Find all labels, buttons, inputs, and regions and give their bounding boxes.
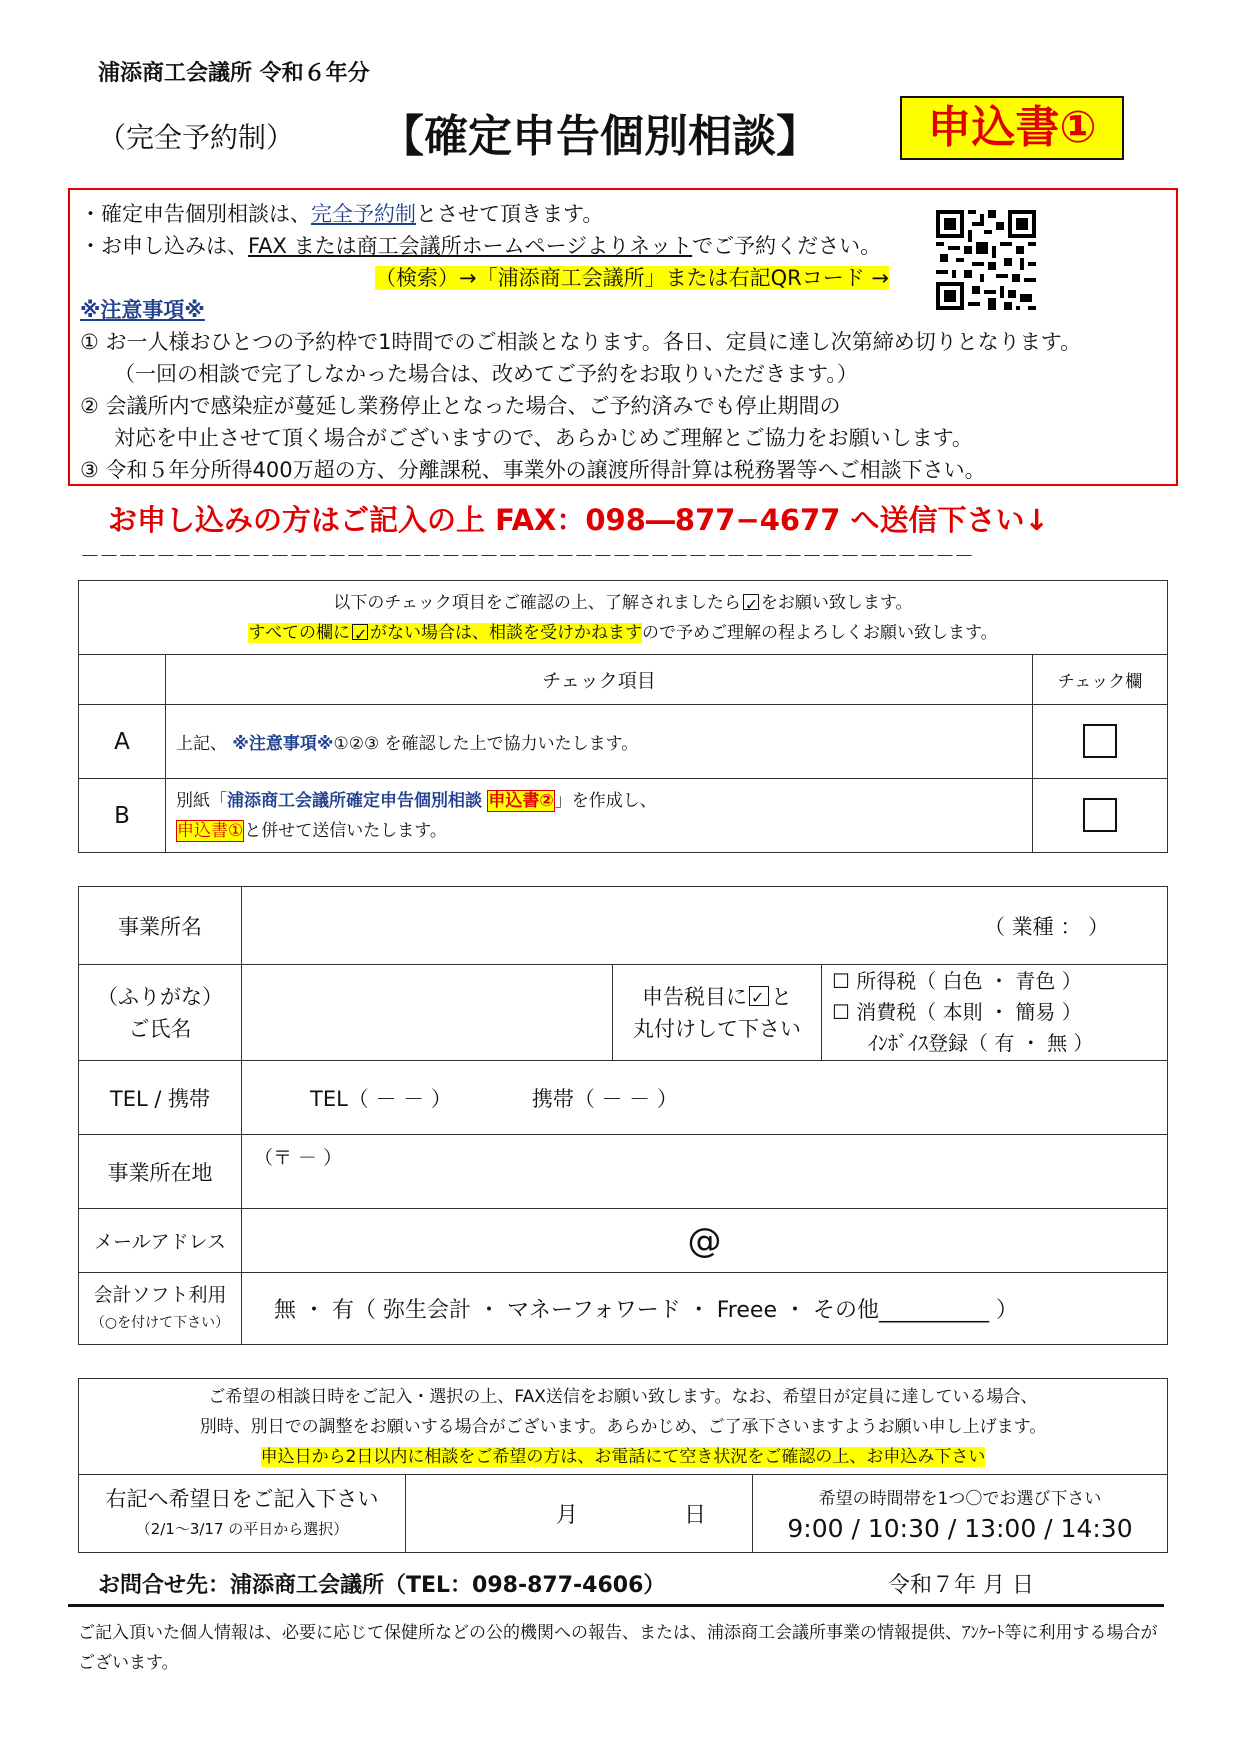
checkbox-icon — [743, 594, 759, 610]
address-field[interactable]: （〒 － ） — [242, 1135, 1168, 1209]
tax-note: 申告税目に✓ と 丸付けして下さい — [613, 965, 822, 1061]
name-field[interactable] — [242, 965, 613, 1061]
software-options[interactable]: 無 ・ 有（ 弥生会計 ・ マネーフォワード ・ Freee ・ その他__________ ） — [242, 1273, 1168, 1345]
caution-item-1b: （一回の相談で完了しなかった場合は、改めてご予約をお取りいただきます。） — [114, 362, 858, 386]
footer-rule — [68, 1604, 1164, 1607]
date-field[interactable]: 月 日 — [406, 1475, 753, 1553]
caution-heading: ※注意事項※ — [80, 298, 205, 322]
checkbox-icon — [749, 986, 769, 1006]
address-label: 事業所在地 — [79, 1135, 242, 1209]
check-table — [78, 580, 1168, 853]
tel-field[interactable]: TEL（ － － ） 携帯（ － － ） — [242, 1061, 1168, 1135]
caution-item-1: ① お一人様おひとつの予約枠で1時間でのご相談となります。各日、定員に達し次第締め切りとなります。 — [80, 330, 1082, 354]
footer-date: 令和７年 月 日 — [888, 1573, 1034, 1598]
caution-item-2b: 対応を中止させて頂く場合がございますので、あらかじめご理解とご協力をお願いします。 — [114, 426, 973, 450]
notice-line-2: ・お申し込みは、FAX または商工会議所ホームページよりネットでご予約ください。 — [80, 234, 882, 258]
privacy-note: ご記入頂いた個人情報は、必要に応じて保健所などの公的機関への報告、または、浦添商工会議所事業の情報提供、ｱﾝｹｰﾄ等に利用する場合がございます。 — [78, 1623, 1158, 1673]
email-label: メールアドレス — [79, 1209, 242, 1273]
tax-options[interactable]: ☐ 所得税（ 白色 ・ 青色 ） ☐ 消費税（ 本則 ・ 簡易 ） ｲﾝﾎﾞｲｽ登録（ 有 ・ 無 ） — [822, 965, 1168, 1061]
caution-item-2: ② 会議所内で感染症が蔓延し業務停止となった場合、ご予約済みでも停止期間の — [80, 394, 841, 418]
checkbox-icon — [352, 624, 368, 640]
email-field[interactable]: @ — [242, 1209, 1168, 1273]
check-b-checkbox[interactable] — [1083, 798, 1117, 832]
business-name-field[interactable]: （ 業種 ： ） — [242, 887, 1168, 965]
software-label: 会計ソフト利用 （○を付けて下さい） — [79, 1273, 242, 1345]
org-line: 浦添商工会議所 令和６年分 — [98, 61, 370, 86]
date-label: 右記へ希望日をご記入下さい （2/1～3/17 の平日から選択） — [79, 1475, 406, 1553]
date-table — [78, 1378, 1168, 1553]
dashed-cut-line: －－－－－－－－－－－－－－－－－－－－－－－－－－－－－－－－－－－－－－－－－－－－－－－ — [80, 544, 973, 568]
col-check-header: チェック欄 — [1033, 655, 1168, 705]
notice-line-3: （検索）→「浦添商工会議所」または右記QRコード → — [375, 266, 889, 290]
check-a-checkbox[interactable] — [1083, 724, 1117, 758]
time-select[interactable]: 希望の時間帯を1つ〇でお選び下さい 9:00 / 10:30 / 13:00 / 14:30 — [753, 1475, 1168, 1553]
reservation-note: （完全予約制） — [98, 121, 295, 154]
name-label: （ふりがな） ご氏名 — [79, 965, 242, 1061]
table-row: B 別紙「浦添商工会議所確定申告個別相談 申込書②」を作成し、 申込書①と併せて送信いたします。 — [79, 779, 1168, 853]
col-item-header: チェック項目 — [166, 655, 1033, 705]
table-row: A 上記、 ※注意事項※①②③ を確認した上で協力いたします。 — [79, 705, 1168, 779]
form-badge: 申込書① — [900, 96, 1124, 160]
contact-line: お問合せ先：浦添商工会議所（TEL：098-877-4606） — [98, 1573, 666, 1598]
page-title: 【確定申告個別相談】 — [380, 111, 820, 162]
caution-item-3: ③ 令和５年分所得400万超の方、分離課税、事業外の譲渡所得計算は税務署等へご相談下さい。 — [80, 458, 986, 482]
tel-label: TEL / 携帯 — [79, 1061, 242, 1135]
date-intro: ご希望の相談日時をご記入・選択の上、FAX送信をお願い致します。なお、希望日が定員に達している場合、 別時、別日での調整をお願いする場合がございます。あらかじめ、ご了承下さいますようお願い申し上げます。 申込日から2日以内に相談をご希望の方は、お電話にて空き状況をご確認の上、お申込み下さい — [79, 1379, 1168, 1475]
business-name-label: 事業所名 — [79, 887, 242, 965]
check-intro: 以下のチェック項目をご確認の上、了解されましたら✓ をお願い致します。 すべての欄に✓ がない場合は、相談を受けかねますので予めご理解の程よろしくお願い致します。 — [79, 581, 1168, 655]
fax-line: お申し込みの方はご記入の上 FAX：098―877−4677 へ送信下さい↓ — [108, 503, 1049, 537]
info-table — [78, 886, 1168, 1345]
notice-line-1: ・確定申告個別相談は、完全予約制とさせて頂きます。 — [80, 202, 604, 226]
qr-code-icon[interactable] — [936, 210, 1036, 310]
